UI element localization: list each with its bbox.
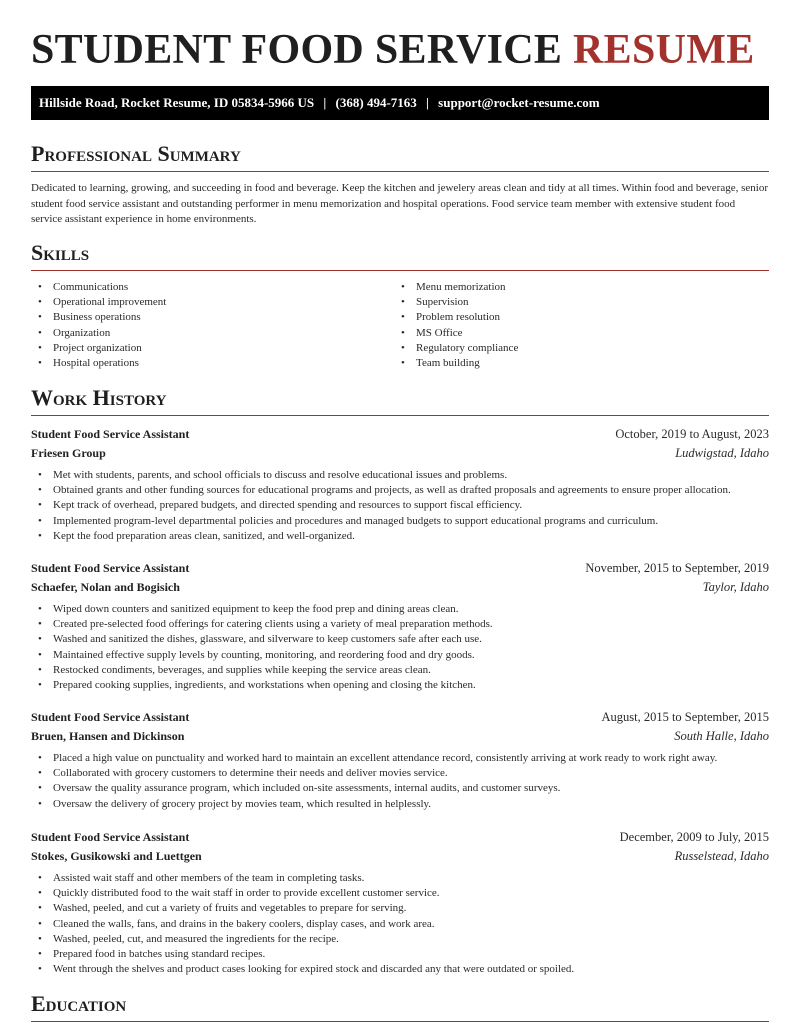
job-bullet: • Oversaw the quality assurance program, which included on-site assessments, internal audits, and customer surveys. (31, 781, 769, 796)
summary-heading-text: Professional Summary (31, 141, 241, 166)
job-bullet: • Prepared food in batches using standard recipes. (31, 947, 769, 962)
job-title: Student Food Service Assistant (31, 561, 190, 575)
job-location: Russelstead, Idaho (674, 849, 769, 863)
resume-title (31, 28, 755, 72)
job-bullet: • Assisted wait staff and other members of the team in completing tasks. (31, 871, 769, 886)
skill-item: • Supervision (394, 295, 518, 310)
job-bullets (31, 871, 769, 977)
job-bullet: • Obtained grants and other funding sources for educational programs and projects, as well as drafted proposals and agreements to ensure proper allocation. (31, 483, 769, 498)
skill-item: • Communications (31, 280, 166, 295)
skill-item: • Menu memorization (394, 280, 518, 295)
job-bullets (31, 602, 769, 693)
job-dates: December, 2009 to July, 2015 (619, 830, 769, 844)
job-location: South Halle, Idaho (674, 729, 769, 743)
education-heading-text: Education (31, 991, 127, 1016)
job-bullet: • Washed and sanitized the dishes, glassware, and silverware to keep customers safe after each use. (31, 632, 769, 647)
contact-address: Hillside Road, Rocket Resume, ID 05834-5966 US (39, 95, 315, 110)
title-accent: RESUME (573, 27, 755, 73)
summary-text: Dedicated to learning, growing, and succeeding in food and beverage. Keep the kitchen and jewelery areas clean and tidy at all times. Within food and beverage, senior student food service assistant and outstanding performer in menu memorization and hospital operations. Food service team member with extensive student food service assistant experience in home environments. (31, 182, 768, 225)
contact-phone[interactable]: (368) 494-7163 (335, 95, 417, 110)
title-main: STUDENT FOOD SERVICE (31, 27, 563, 73)
skill-item: • Hospital operations (31, 356, 166, 371)
job-bullet: • Met with students, parents, and school officials to discuss and resolve educational issues and problems. (31, 468, 769, 483)
job-bullet: • Created pre-selected food offerings for catering clients using a variety of meal preparation methods. (31, 617, 769, 632)
skills-heading (31, 240, 769, 271)
skill-item: • Organization (31, 326, 166, 341)
job-location: Ludwigstad, Idaho (675, 446, 769, 460)
work-history-heading-text: Work History (31, 385, 167, 410)
skill-item: • Problem resolution (394, 310, 518, 325)
work-history-heading (31, 385, 769, 416)
job-location: Taylor, Idaho (702, 580, 769, 594)
job-bullet: • Wiped down counters and sanitized equipment to keep the food prep and dining areas clean. (31, 602, 769, 617)
skills-heading-text: Skills (31, 240, 90, 265)
job-bullet: • Washed, peeled, cut, and measured the ingredients for the recipe. (31, 932, 769, 947)
job-dates: August, 2015 to September, 2015 (601, 710, 769, 724)
job-bullet: • Oversaw the delivery of grocery project by movies team, which resulted in helplessly. (31, 797, 769, 812)
skills-list-left (31, 280, 166, 371)
job-entry (31, 829, 769, 977)
job-bullet: • Kept track of overhead, prepared budgets, and directed spending and resources to support fiscal efficiency. (31, 498, 769, 513)
job-bullet: • Kept the food preparation areas clean, sanitized, and well-organized. (31, 529, 769, 544)
job-bullets (31, 751, 769, 812)
job-bullet: • Went through the shelves and product cases looking for expired stock and discarded any that were outdated or spoiled. (31, 962, 769, 977)
job-title: Student Food Service Assistant (31, 830, 190, 844)
job-company: Schaefer, Nolan and Bogisich (31, 580, 180, 594)
job-bullet: • Quickly distributed food to the wait staff in order to provide excellent customer service. (31, 886, 769, 901)
job-bullet: • Prepared cooking supplies, ingredients, and workstations when opening and closing the kitchen. (31, 678, 769, 693)
job-bullet: • Cleaned the walls, fans, and drains in the bakery coolers, display cases, and work area. (31, 917, 769, 932)
job-entry (31, 426, 769, 544)
job-bullet: • Collaborated with grocery customers to determine their needs and deliver movies service. (31, 766, 769, 781)
skill-item: • Project organization (31, 341, 166, 356)
job-title: Student Food Service Assistant (31, 710, 190, 724)
skill-item: • Regulatory compliance (394, 341, 518, 356)
job-dates: October, 2019 to August, 2023 (615, 427, 769, 441)
skill-item: • Operational improvement (31, 295, 166, 310)
skill-item: • Business operations (31, 310, 166, 325)
job-entry (31, 709, 769, 812)
job-title: Student Food Service Assistant (31, 427, 190, 441)
job-company: Stokes, Gusikowski and Luettgen (31, 849, 202, 863)
skills-list-right (394, 280, 518, 371)
job-bullet: • Restocked condiments, beverages, and supplies while keeping the service areas clean. (31, 663, 769, 678)
job-dates: November, 2015 to September, 2019 (585, 561, 769, 575)
job-bullet: • Placed a high value on punctuality and worked hard to maintain an excellent attendance record, consistently arriving at work ready to work right away. (31, 751, 769, 766)
contact-separator: | (323, 95, 327, 110)
job-bullet: • Implemented program-level departmental policies and procedures and managed budgets to support educational programs and curriculum. (31, 514, 769, 529)
job-bullet: • Washed, peeled, and cut a variety of fruits and vegetables to prepare for serving. (31, 901, 769, 916)
job-company: Bruen, Hansen and Dickinson (31, 729, 185, 743)
contact-email[interactable]: support@rocket-resume.com (438, 95, 600, 110)
job-bullet: • Maintained effective supply levels by counting, monitoring, and reordering food and dry goods. (31, 648, 769, 663)
contact-separator: | (426, 95, 429, 110)
job-bullets (31, 468, 769, 544)
skill-item: • MS Office (394, 326, 518, 341)
skill-item: • Team building (394, 356, 518, 371)
contact-bar (31, 86, 769, 120)
job-entry (31, 560, 769, 693)
education-heading (31, 991, 769, 1022)
summary-heading (31, 141, 769, 172)
job-company: Friesen Group (31, 446, 106, 460)
